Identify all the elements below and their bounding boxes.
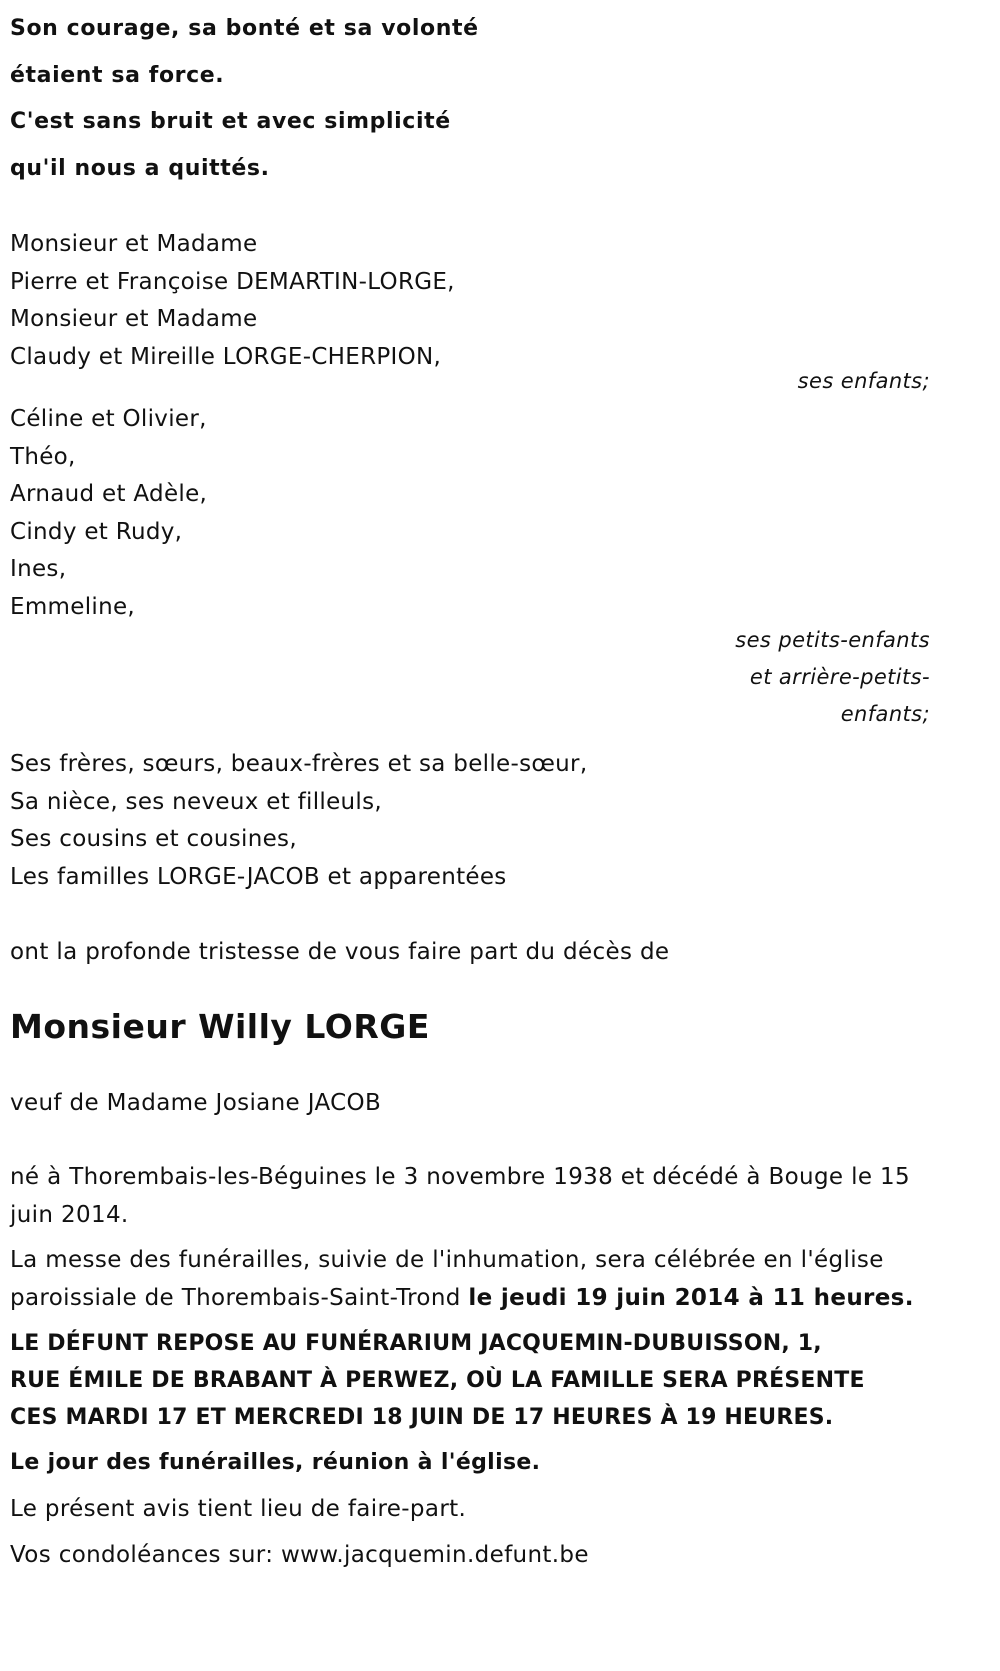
mass-text: La messe des funérailles, suivie de l'inhumation, sera célébrée en l'église paroissiale de Thorembais-Saint-Trond	[10, 1247, 884, 1311]
grandchildren-list	[10, 401, 930, 626]
verse	[10, 0, 930, 192]
children-line: Monsieur et Madame	[10, 231, 258, 257]
family-line: Les familles LORGE-JACOB et apparentées	[10, 863, 507, 890]
verse-line: Son courage, sa bonté et sa volonté	[10, 16, 479, 41]
family-line: Ses cousins et cousines,	[10, 826, 297, 852]
verse-line: qu'il nous a quittés.	[10, 155, 270, 181]
children-role: ses enfants;	[797, 369, 930, 393]
family-list	[10, 746, 930, 896]
grandchildren-line: Théo,	[10, 443, 76, 470]
grandchildren-role	[10, 622, 930, 733]
meeting-notice: Le jour des funérailles, réunion à l'église.	[10, 1450, 541, 1475]
grandchildren-line: Emmeline,	[10, 593, 136, 620]
announcement: ont la profonde tristesse de vous faire part du décès de	[10, 939, 670, 965]
grandchildren-role-line: enfants;	[840, 702, 930, 726]
deceased-name: Monsieur Willy LORGE	[10, 1006, 430, 1046]
family-line: Sa nièce, ses neveux et filleuls,	[10, 788, 383, 815]
birth-death: né à Thorembais-les-Béguines le 3 novembre 1938 et décédé à Bouge le 15 juin 2014.	[10, 1164, 910, 1228]
children-line: Claudy et Mireille LORGE-CHERPION,	[10, 343, 442, 370]
condolences: Vos condoléances sur: www.jacquemin.defunt.be	[10, 1542, 589, 1568]
children-list	[10, 226, 930, 376]
grandchildren-line: Arnaud et Adèle,	[10, 481, 208, 507]
grandchildren-line: Céline et Olivier,	[10, 406, 207, 432]
grandchildren-line: Cindy et Rudy,	[10, 518, 183, 545]
grandchildren-role-line: ses petits-enfants	[735, 628, 930, 652]
widower-of: veuf de Madame Josiane JACOB	[10, 1089, 382, 1116]
children-line: Monsieur et Madame	[10, 306, 258, 332]
obituary-notice	[10, 0, 930, 1575]
mass-date: le jeudi 19 juin 2014 à 11 heures.	[468, 1284, 914, 1311]
verse-line: C'est sans bruit et avec simplicité	[10, 109, 451, 134]
family-line: Ses frères, sœurs, beaux-frères et sa belle-sœur,	[10, 751, 588, 777]
grandchildren-role-line: et arrière-petits-	[749, 665, 930, 689]
verse-line: étaient sa force.	[10, 62, 225, 88]
mass-paragraph	[10, 1242, 930, 1317]
grandchildren-line: Ines,	[10, 556, 67, 582]
repose-notice: LE DÉFUNT REPOSE AU FUNÉRARIUM JACQUEMIN-DUBUISSON, 1, RUE ÉMILE DE BRABANT À PERWEZ, OÙ LA FAMILLE SERA PRÉSENTE CES MARDI 17 ET MERCREDI 18 JUIN DE 17 HEURES À 19 HEURES.	[10, 1331, 865, 1430]
notice-note: Le présent avis tient lieu de faire-part.	[10, 1495, 467, 1522]
children-line: Pierre et Françoise DEMARTIN-LORGE,	[10, 268, 455, 295]
